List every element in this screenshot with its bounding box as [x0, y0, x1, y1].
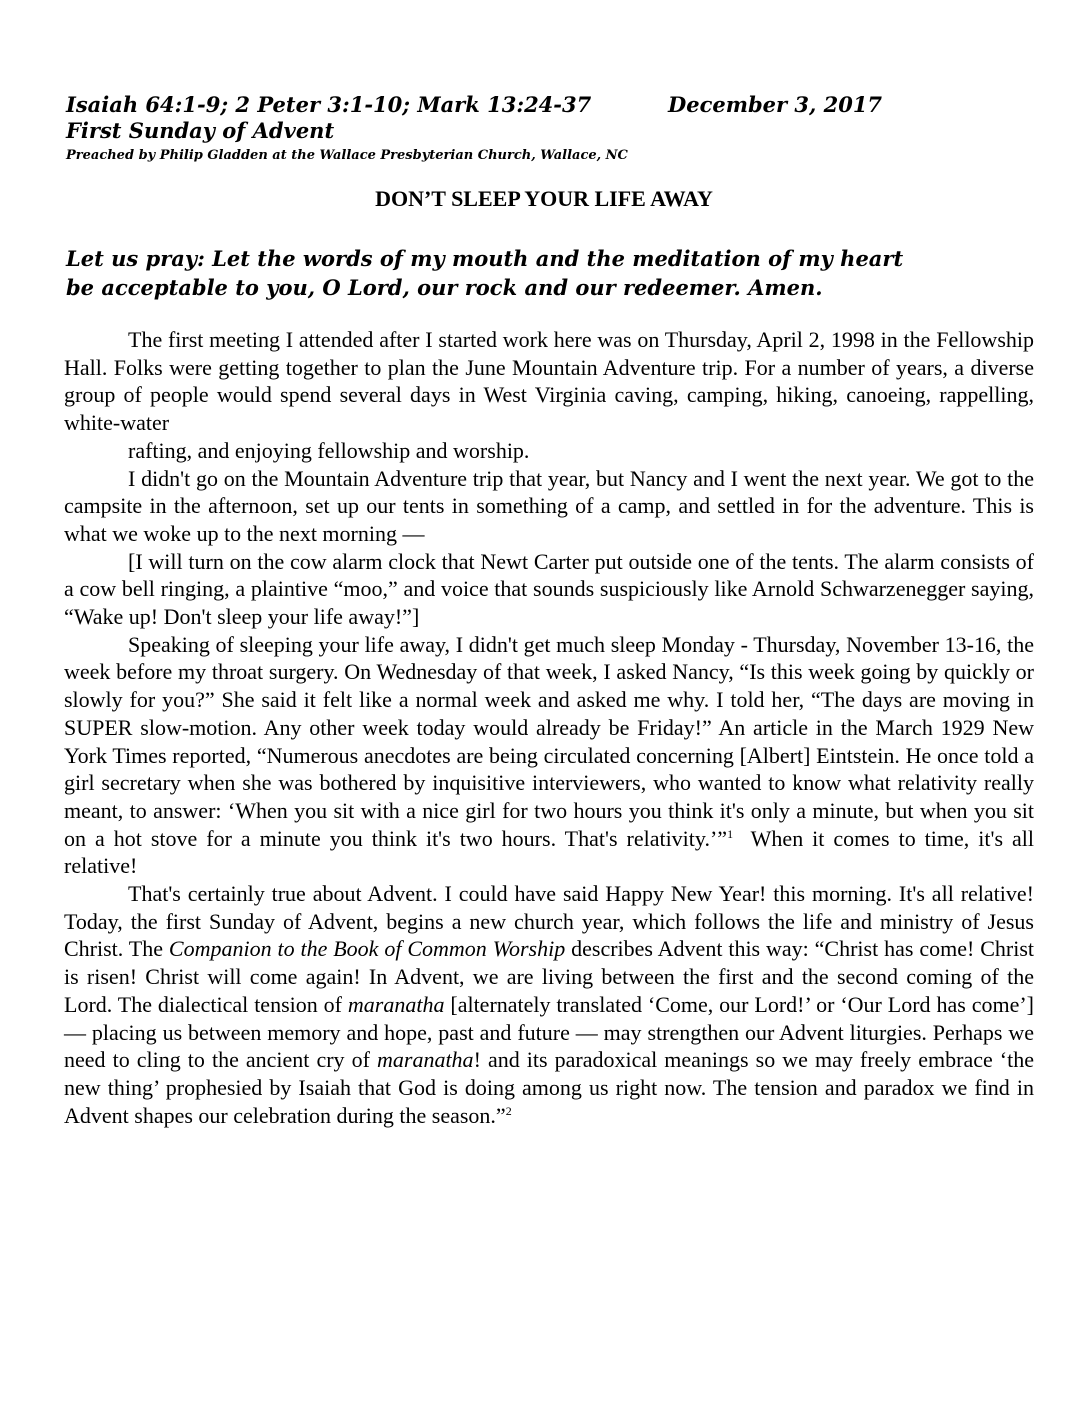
paragraph-4-text: Speaking of sleeping your life away, I didn't get much sleep Monday - Thursday, November 13-16, the week before my throat surgery. On Wednesday of that week, I asked Nancy, “Is this week going by quickly or slowly for you?” She said it felt like a normal week and asked me why. I told her, “The days are moving in SUPER slow-motion. Any other week today would already be Friday!” An article in the March 1929 New York Times reported, “Numerous anecdotes are being circulated concerning [Albert] Eintstein. He once told a girl secretary when she was bothered by inquisitive interviewers, who wanted to know what relativity really meant, to answer: ‘When you sit with a nice girl for two hours you think it's only a minute, but when you sit on a hot stove for a minute you think it's two hours. That's relativity.’” — [64, 631, 1034, 851]
paragraph-1: The first meeting I attended after I started work here was on Thursday, April 2, 1998 in the Fellowship Hall. Folks were getting together to plan the June Mountain Adventure trip. For a number of years, a diverse group of people would spend several days in West Virginia caving, camping, hiking, canoeing, rappelling, white-water — [64, 327, 1034, 436]
paragraph-5-text-b: describes Advent this way: “Christ has come! Christ is risen! Christ will come again! In Advent, we are living between the first and the second coming of the Lord. The dialectical tension of — [64, 936, 1034, 1017]
paragraph-2: I didn't go on the Mountain Adventure trip that year, but Nancy and I went the next year. We got to the campsite in the afternoon, set up our tents in something of a camp, and settled in for the adventure. This is what we woke up to the next morning — — [64, 465, 1034, 546]
book-title: Companion to the Book of Common Worship — [168, 936, 566, 962]
prayer-line-2: be acceptable to you, O Lord, our rock and our redeemer. Amen. — [66, 275, 823, 300]
opening-prayer — [66, 244, 1026, 302]
paragraph-5-text-d: ! and its paradoxical meanings so we may freely embrace ‘the new thing’ prophesied by Isaiah that God is doing among us right now. The tension and paradox we find in Advent shapes our celebration during the season.” — [64, 1047, 1034, 1128]
paragraph-5-text-c: [alternately translated ‘Come, our Lord!’ or ‘Our Lord has come’] — placing us between memory and hope, past and future — may strengthen our Advent liturgies. Perhaps we need to cling to the ancient cry of — [64, 991, 1034, 1073]
footnote-ref-2: 2 — [505, 1103, 512, 1118]
paragraph-5-text-a: That's certainly true about Advent. I could have said Happy New Year! this morning. It's all relative! Today, the first Sunday of Advent, begins a new church year, which follows the life and ministry of Jesus Christ. The — [64, 881, 1034, 962]
scripture-references: Isaiah 64:1-9; 2 Peter 3:1-10; Mark 13:24-37 — [66, 92, 592, 117]
paragraph-5 — [64, 880, 1034, 1129]
scripture-line — [66, 92, 883, 117]
paragraph-4-tail: When it comes to time, it's all relative! — [64, 825, 1040, 879]
paragraph-4 — [64, 631, 1040, 880]
footnote-ref-1: 1 — [727, 826, 734, 841]
paragraph-3: [I will turn on the cow alarm clock that Newt Carter put outside one of the tents. The alarm consists of a cow bell ringing, a plaintive “moo,” and voice that sounds suspiciously like Arnold Schwarzenegger saying, “Wake up! Don't sleep your life away!”] — [64, 548, 1034, 630]
preacher-line: Preached by Philip Gladden at the Wallace Presbyterian Church, Wallace, NC — [66, 148, 628, 163]
maranatha-term-2: maranatha — [377, 1047, 474, 1073]
sermon-date: December 3, 2017 — [668, 92, 883, 117]
prayer-line-1: Let us pray: Let the words of my mouth and the meditation of my heart — [66, 246, 904, 271]
sermon-title: DON’T SLEEP YOUR LIFE AWAY — [375, 186, 713, 211]
occasion-line: First Sunday of Advent — [66, 118, 335, 143]
sermon-body — [64, 326, 1040, 1129]
maranatha-term: maranatha — [347, 991, 445, 1017]
paragraph-1-continued: rafting, and enjoying fellowship and worship. — [128, 437, 530, 463]
